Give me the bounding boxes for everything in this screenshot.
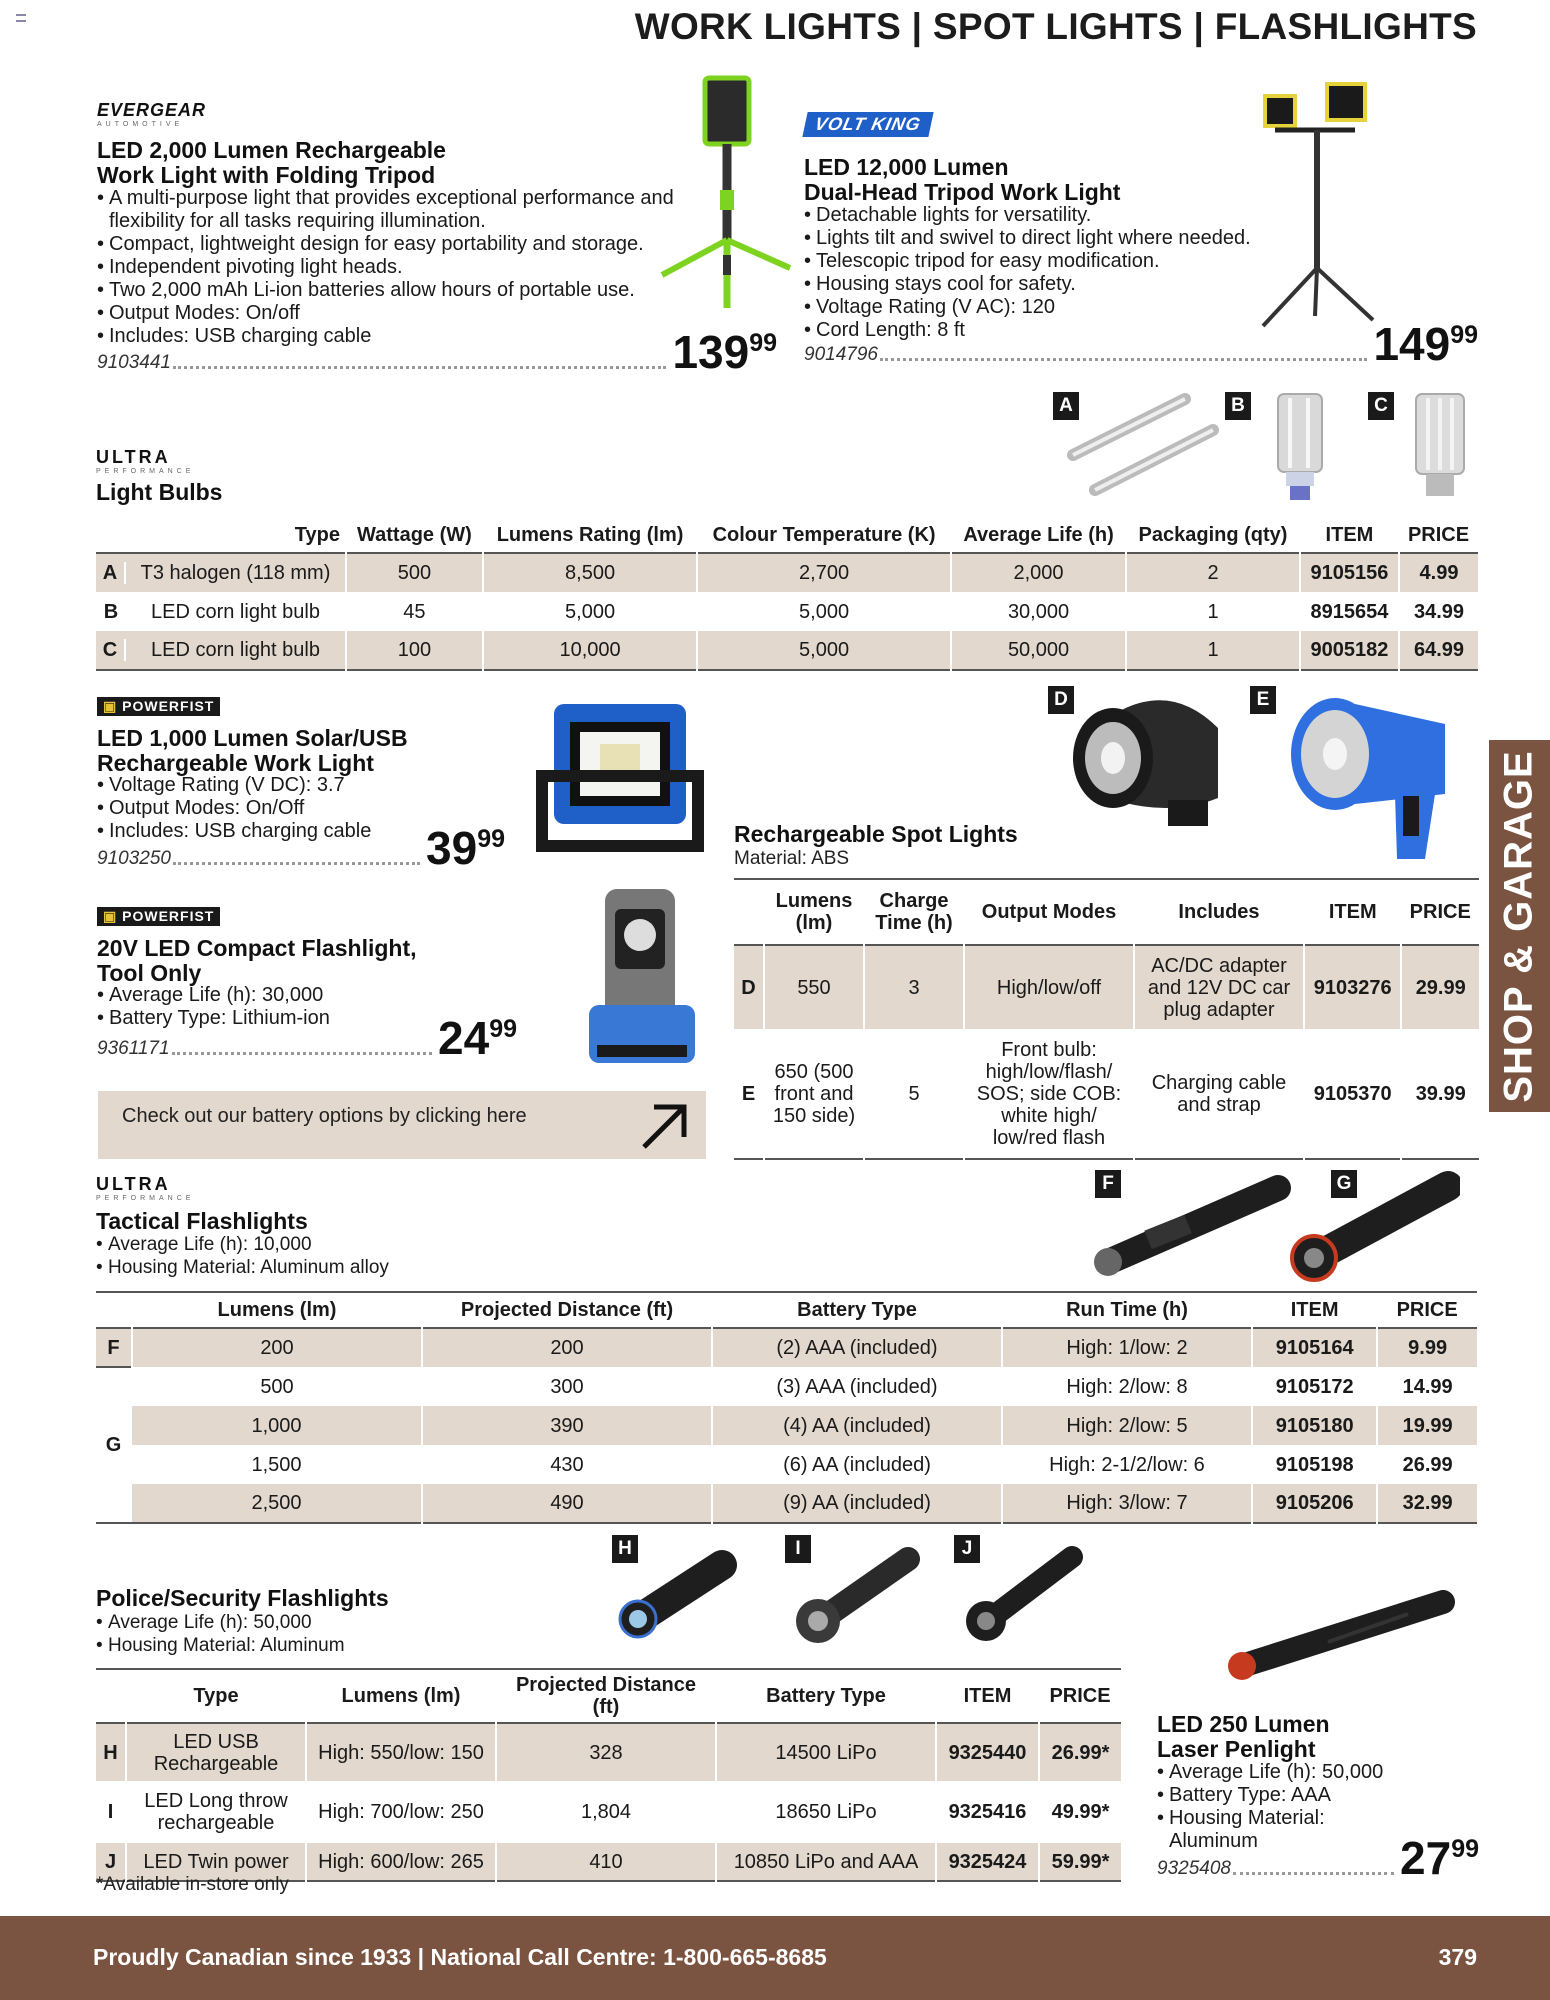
footer: [0, 1916, 1550, 2000]
column-header: ITEM: [1328, 901, 1377, 923]
table-row: A T3 halogen (118 mm) 500 8,500 2,700 2,000 2 9105156 4.99: [96, 553, 1478, 592]
police-flashlights-features: [96, 1611, 576, 1657]
image-label-h: H: [612, 1535, 638, 1563]
feature-item: • Lights tilt and swivel to direct light where needed.: [804, 227, 1304, 250]
penlight-title: LED 250 Lumen Laser Penlight: [1157, 1711, 1330, 1762]
police-flashlight-h-image: [612, 1535, 737, 1645]
price: $149^{99}$: [1373, 318, 1478, 370]
image-label-f: F: [1095, 1170, 1121, 1198]
column-header: Lumens (lm): [341, 1685, 461, 1707]
led-corn-bulb-45w-image: [1270, 390, 1330, 502]
evergear-features: [97, 187, 697, 348]
page-title: WORK LIGHTS | SPOT LIGHTS | FLASHLIGHTS: [634, 6, 1477, 47]
halogen-bulb-image: [1065, 385, 1220, 500]
police-flashlight-j-image: [960, 1535, 1085, 1650]
column-header: ITEM: [963, 1685, 1012, 1707]
image-label-e: E: [1250, 686, 1276, 714]
feature-item: • Average Life (h): 30,000: [97, 984, 417, 1007]
leader-dots: [880, 358, 1367, 361]
image-label-c: C: [1368, 392, 1394, 420]
tactical-flashlights-table: [96, 1291, 1477, 1524]
column-header: Colour Temperature (K): [712, 524, 936, 546]
table-row: G 500 300 (3) AAA (included) High: 2/low: 8 9105172 14.99: [96, 1367, 1477, 1406]
page-number: 379: [1438, 1944, 1477, 1970]
feature-item: • Two 2,000 mAh Li-ion batteries allow hours of portable use.: [97, 279, 697, 302]
voltking-title: LED 12,000 Lumen Dual-Head Tripod Work Light: [804, 154, 1121, 205]
solar-work-light-price-row: [97, 822, 505, 874]
tactical-flashlights-title: Tactical Flashlights: [96, 1208, 308, 1234]
feature-item: • Housing Material: Aluminum: [1157, 1807, 1357, 1853]
column-header: PRICE: [1049, 1685, 1111, 1707]
feature-item: • Includes: USB charging cable: [97, 820, 417, 843]
feature-item: • Housing stays cool for safety.: [804, 273, 1304, 296]
column-header: Type: [193, 1685, 239, 1707]
battery-options-link[interactable]: Check out our battery options by clicking here: [98, 1091, 706, 1159]
compact-flashlight-price-row: [97, 1012, 517, 1064]
column-header: Lumens Rating (lm): [496, 524, 684, 546]
feature-item: • Telescopic tripod for easy modification.: [804, 250, 1304, 273]
light-bulbs-table: [96, 518, 1478, 671]
feature-item: • Housing Material: Aluminum alloy: [96, 1256, 596, 1279]
leader-dots: [173, 862, 420, 865]
footnote: *Available in-store only: [96, 1874, 289, 1895]
sku: 9361171: [97, 1038, 170, 1059]
table-row: H LED USB Rechargeable High: 550/low: 150 328 14500 LiPo 9325440 26.99*: [96, 1723, 1121, 1781]
column-header: Battery Type: [766, 1685, 886, 1707]
arrow-up-right-icon: [638, 1099, 692, 1153]
column-header: PRICE: [1407, 524, 1470, 546]
price: $27^{99}$: [1400, 1832, 1479, 1884]
column-header: Includes: [1178, 901, 1260, 923]
compact-flashlight-image: [575, 885, 710, 1075]
column-header: ITEM: [1325, 524, 1374, 546]
column-header: Type: [294, 524, 340, 546]
feature-item: • Independent pivoting light heads.: [97, 256, 697, 279]
feature-item: • Output Modes: On/Off: [97, 797, 417, 820]
dual-head-tripod-light-image: [1255, 68, 1385, 330]
feature-item: • Voltage Rating (V DC): 3.7: [97, 774, 417, 797]
image-label-b: B: [1225, 392, 1251, 420]
table-row: F 200 200 (2) AAA (included) High: 1/low: 2 9105164 9.99: [96, 1328, 1477, 1367]
table-row: B LED corn light bulb 45 5,000 5,000 30,000 1 8915654 34.99: [96, 592, 1478, 631]
feature-item: • Cord Length: 8 ft: [804, 319, 1304, 342]
column-header: ITEM: [1290, 1299, 1339, 1321]
leader-dots: [1233, 1872, 1394, 1875]
evergear-title: LED 2,000 Lumen Rechargeable Work Light with Folding Tripod: [97, 137, 446, 188]
column-header: PRICE: [1396, 1299, 1458, 1321]
feature-item: • Battery Type: Lithium-ion: [97, 1007, 417, 1030]
column-header: Run Time (h): [1066, 1299, 1188, 1321]
evergear-price-row: [97, 326, 777, 378]
leader-dots: [173, 366, 666, 369]
column-header: Output Modes: [981, 901, 1117, 923]
table-row: 2,500 490 (9) AA (included) High: 3/low: 7 9105206 32.99: [96, 1484, 1477, 1523]
solar-work-light-title: LED 1,000 Lumen Solar/USB Rechargeable Work Light: [97, 725, 408, 776]
section-tab[interactable]: SHOP & GARAGE: [1489, 740, 1550, 1112]
image-label-i: I: [785, 1535, 811, 1563]
tactical-flashlights-features: [96, 1233, 596, 1279]
sku: 9103441: [97, 352, 171, 373]
brand-logo-ultra: ULTRA PERFORMANCE: [96, 447, 195, 475]
price: $24^{99}$: [438, 1012, 517, 1064]
led-corn-bulb-100w-image: [1410, 390, 1470, 502]
column-header: Projected Distance (ft): [460, 1299, 674, 1321]
spot-lights-table: [734, 878, 1479, 1160]
column-header: Lumens (lm): [775, 890, 853, 934]
sku: 9325408: [1157, 1858, 1231, 1879]
image-label-j: J: [954, 1535, 980, 1563]
tactical-flashlight-f-image: [1088, 1170, 1293, 1280]
table-row: E 650 (500 front and 150 side) 5 Front bulb: high/low/flash/ SOS; side COB: white high/ low/red flash Charging cable and strap 9105370 39.99: [734, 1029, 1479, 1159]
table-row: J LED Twin power High: 600/low: 265 410 10850 LiPo and AAA 9325424 59.99*: [96, 1843, 1121, 1881]
feature-item: • Includes: USB charging cable: [97, 325, 697, 348]
police-flashlights-table: [96, 1668, 1121, 1882]
tactical-flashlight-g-image: [1290, 1168, 1460, 1283]
feature-item: • Average Life (h): 50,000: [1157, 1761, 1357, 1784]
police-flashlights-title: Police/Security Flashlights: [96, 1585, 389, 1611]
brand-logo-voltking: VOLT KING: [802, 112, 933, 137]
table-row: C LED corn light bulb 100 10,000 5,000 50,000 1 9005182 64.99: [96, 631, 1478, 670]
sku: 9103250: [97, 848, 171, 869]
table-row: I LED Long throw rechargeable High: 700/low: 250 1,804 18650 LiPo 9325416 49.99*: [96, 1781, 1121, 1843]
spot-lights-title: Rechargeable Spot Lights: [734, 821, 1018, 847]
brand-logo-powerfist: ▣ POWERFIST: [97, 697, 220, 716]
feature-item: • Detachable lights for versatility.: [804, 204, 1304, 227]
spot-light-d-image: [1068, 688, 1233, 838]
column-header: Projected Distance (ft): [515, 1674, 697, 1718]
penlight-price-row: [1157, 1832, 1479, 1884]
police-flashlight-i-image: [790, 1535, 920, 1650]
table-row: D 550 3 High/low/off AC/DC adapter and 12V DC car plug adapter 9103276 29.99: [734, 945, 1479, 1029]
column-header: PRICE: [1409, 901, 1471, 923]
image-label-d: D: [1048, 686, 1074, 714]
image-label-g: G: [1331, 1170, 1357, 1198]
feature-item: • Output Modes: On/off: [97, 302, 697, 325]
compact-flashlight-title: 20V LED Compact Flashlight, Tool Only: [97, 935, 417, 986]
feature-item: • Housing Material: Aluminum: [96, 1634, 576, 1657]
laser-penlight-image: [1218, 1584, 1458, 1689]
feature-item: • Battery Type: AAA: [1157, 1784, 1357, 1807]
feature-item: • Voltage Rating (V AC): 120: [804, 296, 1304, 319]
tripod-work-light-image: [650, 70, 800, 320]
footer-text: Proudly Canadian since 1933 | National Call Centre: 1-800-665-8685: [93, 1944, 827, 1970]
column-header: Lumens (lm): [217, 1299, 337, 1321]
column-header: Packaging (qty): [1138, 524, 1288, 546]
spot-light-e-image: [1285, 684, 1465, 864]
price: $39^{99}$: [426, 822, 505, 874]
column-header: Charge Time (h): [875, 890, 953, 934]
image-label-a: A: [1053, 392, 1079, 420]
brand-logo-evergear: EVERGEAR AUTOMOTIVE: [97, 100, 207, 128]
brand-logo-ultra: ULTRA PERFORMANCE: [96, 1174, 195, 1202]
leader-dots: [172, 1052, 432, 1055]
table-row: 1,000 390 (4) AA (included) High: 2/low: 5 9105180 19.99: [96, 1406, 1477, 1445]
column-header: Wattage (W): [357, 524, 472, 546]
feature-item: • Average Life (h): 10,000: [96, 1233, 596, 1256]
table-row: 1,500 430 (6) AA (included) High: 2-1/2/low: 6 9105198 26.99: [96, 1445, 1477, 1484]
spot-lights-material: Material: ABS: [734, 848, 850, 869]
feature-item: • Compact, lightweight design for easy portability and storage.: [97, 233, 697, 256]
sku: 9014796: [804, 344, 878, 365]
column-header: Battery Type: [797, 1299, 917, 1321]
feature-item: • Average Life (h): 50,000: [96, 1611, 576, 1634]
column-header: Average Life (h): [963, 524, 1114, 546]
solar-work-light-image: [530, 700, 710, 860]
brand-logo-powerfist: ▣ POWERFIST: [97, 907, 220, 926]
light-bulbs-title: Light Bulbs: [96, 479, 223, 505]
price: $139^{99}$: [672, 326, 777, 378]
feature-item: • A multi-purpose light that provides exceptional performance and flexibility for all tasks requiring illumination.: [97, 187, 697, 233]
